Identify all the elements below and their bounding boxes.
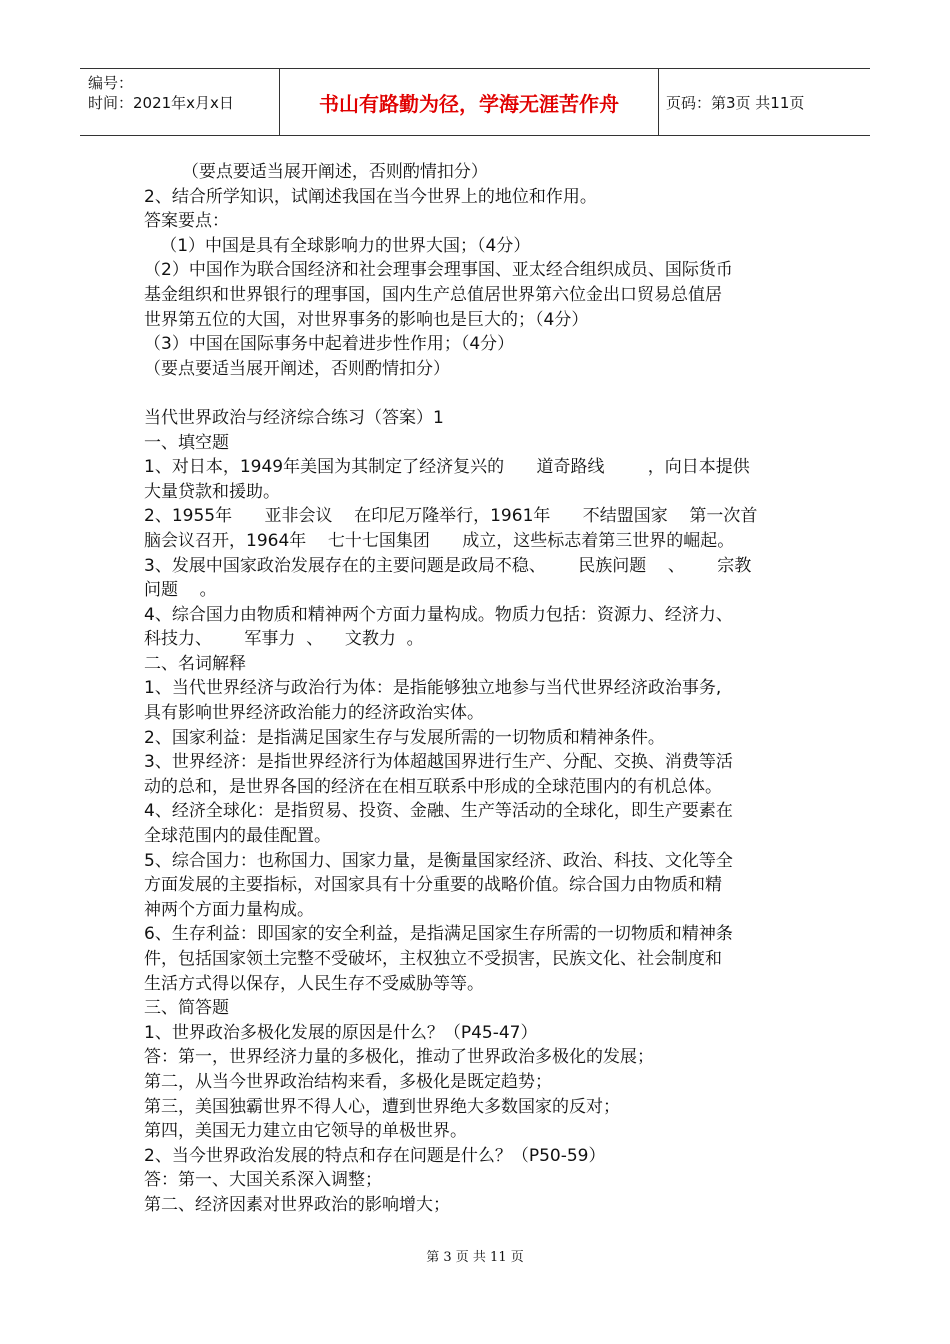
text-line: 大量贷款和援助。 xyxy=(144,481,280,502)
text-line: 2、结合所学知识，试阐述我国在当今世界上的地位和作用。 xyxy=(144,186,597,207)
page-header xyxy=(80,68,870,136)
text-line: 科技力、 军事力 、 文教力 。 xyxy=(144,629,424,650)
text-line: 具有影响世界经济政治能力的经济政治实体。 xyxy=(144,703,484,724)
text-line: 问题 。 xyxy=(144,580,217,601)
text-line: （3）中国在国际事务中起着进步性作用；（4分） xyxy=(144,334,515,355)
text-line: 1、对日本，1949年美国为其制定了经济复兴的 道奇路线 ，向日本提供 xyxy=(144,457,750,478)
text-line: 生活方式得以保存，人民生存不受威胁等等。 xyxy=(144,973,484,994)
text-line: 答：第一、大国关系深入调整； xyxy=(144,1170,382,1191)
text-line: 世界第五位的大国，对世界事务的影响也是巨大的；（4分） xyxy=(144,309,589,330)
text-line: 第三，美国独霸世界不得人心，遭到世界绝大多数国家的反对； xyxy=(144,1096,620,1117)
text-line: （要点要适当展开阐述，否则酌情扣分） xyxy=(144,162,488,182)
text-line: 三、简答题 xyxy=(144,998,229,1019)
time-label: 时间：2021年x月x日 xyxy=(88,94,234,112)
page-footer: 第 3 页 共 11 页 xyxy=(426,1250,524,1265)
header-divider xyxy=(658,69,659,135)
text-line: 6、生存利益：即国家的安全利益，是指满足国家生存所需的一切物质和精神条 xyxy=(144,924,733,945)
text-line: 1、世界政治多极化发展的原因是什么？（P45-47） xyxy=(144,1022,538,1043)
text-line: 一、填空题 xyxy=(144,432,229,453)
text-line: 方面发展的主要指标，对国家具有十分重要的战略价值。综合国力由物质和精 xyxy=(144,875,722,896)
text-line: （2）中国作为联合国经济和社会理事会理事国、亚太经合组织成员、国际货币 xyxy=(144,260,733,281)
text-line: 3、世界经济：是指世界经济行为体超越国界进行生产、分配、交换、消费等活 xyxy=(144,752,733,773)
text-line xyxy=(144,381,814,406)
text-line: 当代世界政治与经济综合练习（答案）1 xyxy=(144,407,444,428)
text-line: 4、综合国力由物质和精神两个方面力量构成。物质力包括：资源力、经济力、 xyxy=(144,604,733,625)
text-line: （要点要适当展开阐述，否则酌情扣分） xyxy=(144,358,450,379)
text-line: 答：第一，世界经济力量的多极化，推动了世界政治多极化的发展； xyxy=(144,1047,654,1068)
text-line: 第四，美国无力建立由它领导的单极世界。 xyxy=(144,1121,467,1142)
text-line: （1）中国是具有全球影响力的世界大国；（4分） xyxy=(144,235,531,256)
document-body xyxy=(144,160,814,1218)
text-line: 2、1955年 亚非会议 在印尼万隆举行，1961年 不结盟国家 第一次首 xyxy=(144,506,758,527)
text-line: 2、当今世界政治发展的特点和存在问题是什么？（P50-59） xyxy=(144,1145,606,1166)
text-line: 基金组织和世界银行的理事国，国内生产总值居世界第六位金出口贸易总值居 xyxy=(144,284,722,305)
text-line: 第二，从当今世界政治结构来看，多极化是既定趋势； xyxy=(144,1071,552,1092)
motto: 书山有路勤为径，学海无涯苦作舟 xyxy=(319,91,619,116)
text-line: 脑会议召开，1964年 七十七国集团 成立，这些标志着第三世界的崛起。 xyxy=(144,530,735,551)
header-left xyxy=(88,73,234,113)
page-label: 页码：第3页 共11页 xyxy=(666,93,805,112)
text-line: 件，包括国家领土完整不受破坏，主权独立不受损害，民族文化、社会制度和 xyxy=(144,949,722,969)
text-line: 1、当代世界经济与政治行为体：是指能够独立地参与当代世界经济政治事务, xyxy=(144,678,722,699)
text-line: 5、综合国力：也称国力、国家力量，是衡量国家经济、政治、科技、文化等全 xyxy=(144,850,733,871)
text-line: 全球范围内的最佳配置。 xyxy=(144,826,331,847)
text-line: 二、名词解释 xyxy=(144,653,246,674)
text-line: 答案要点： xyxy=(144,211,229,232)
text-line: 3、发展中国家政治发展存在的主要问题是政局不稳、 民族问题 、 宗教 xyxy=(144,555,752,576)
text-line: 动的总和，是世界各国的经济在在相互联系中形成的全球范围内的有机总体。 xyxy=(144,776,722,797)
text-line: 4、经济全球化：是指贸易、投资、金融、生产等活动的全球化，即生产要素在 xyxy=(144,801,733,822)
text-line: 2、国家利益：是指满足国家生存与发展所需的一切物质和精神条件。 xyxy=(144,727,665,748)
text-line: 第二、经济因素对世界政治的影响增大； xyxy=(144,1194,450,1215)
number-label: 编号： xyxy=(88,74,134,92)
text-line: 神两个方面力量构成。 xyxy=(144,899,314,920)
